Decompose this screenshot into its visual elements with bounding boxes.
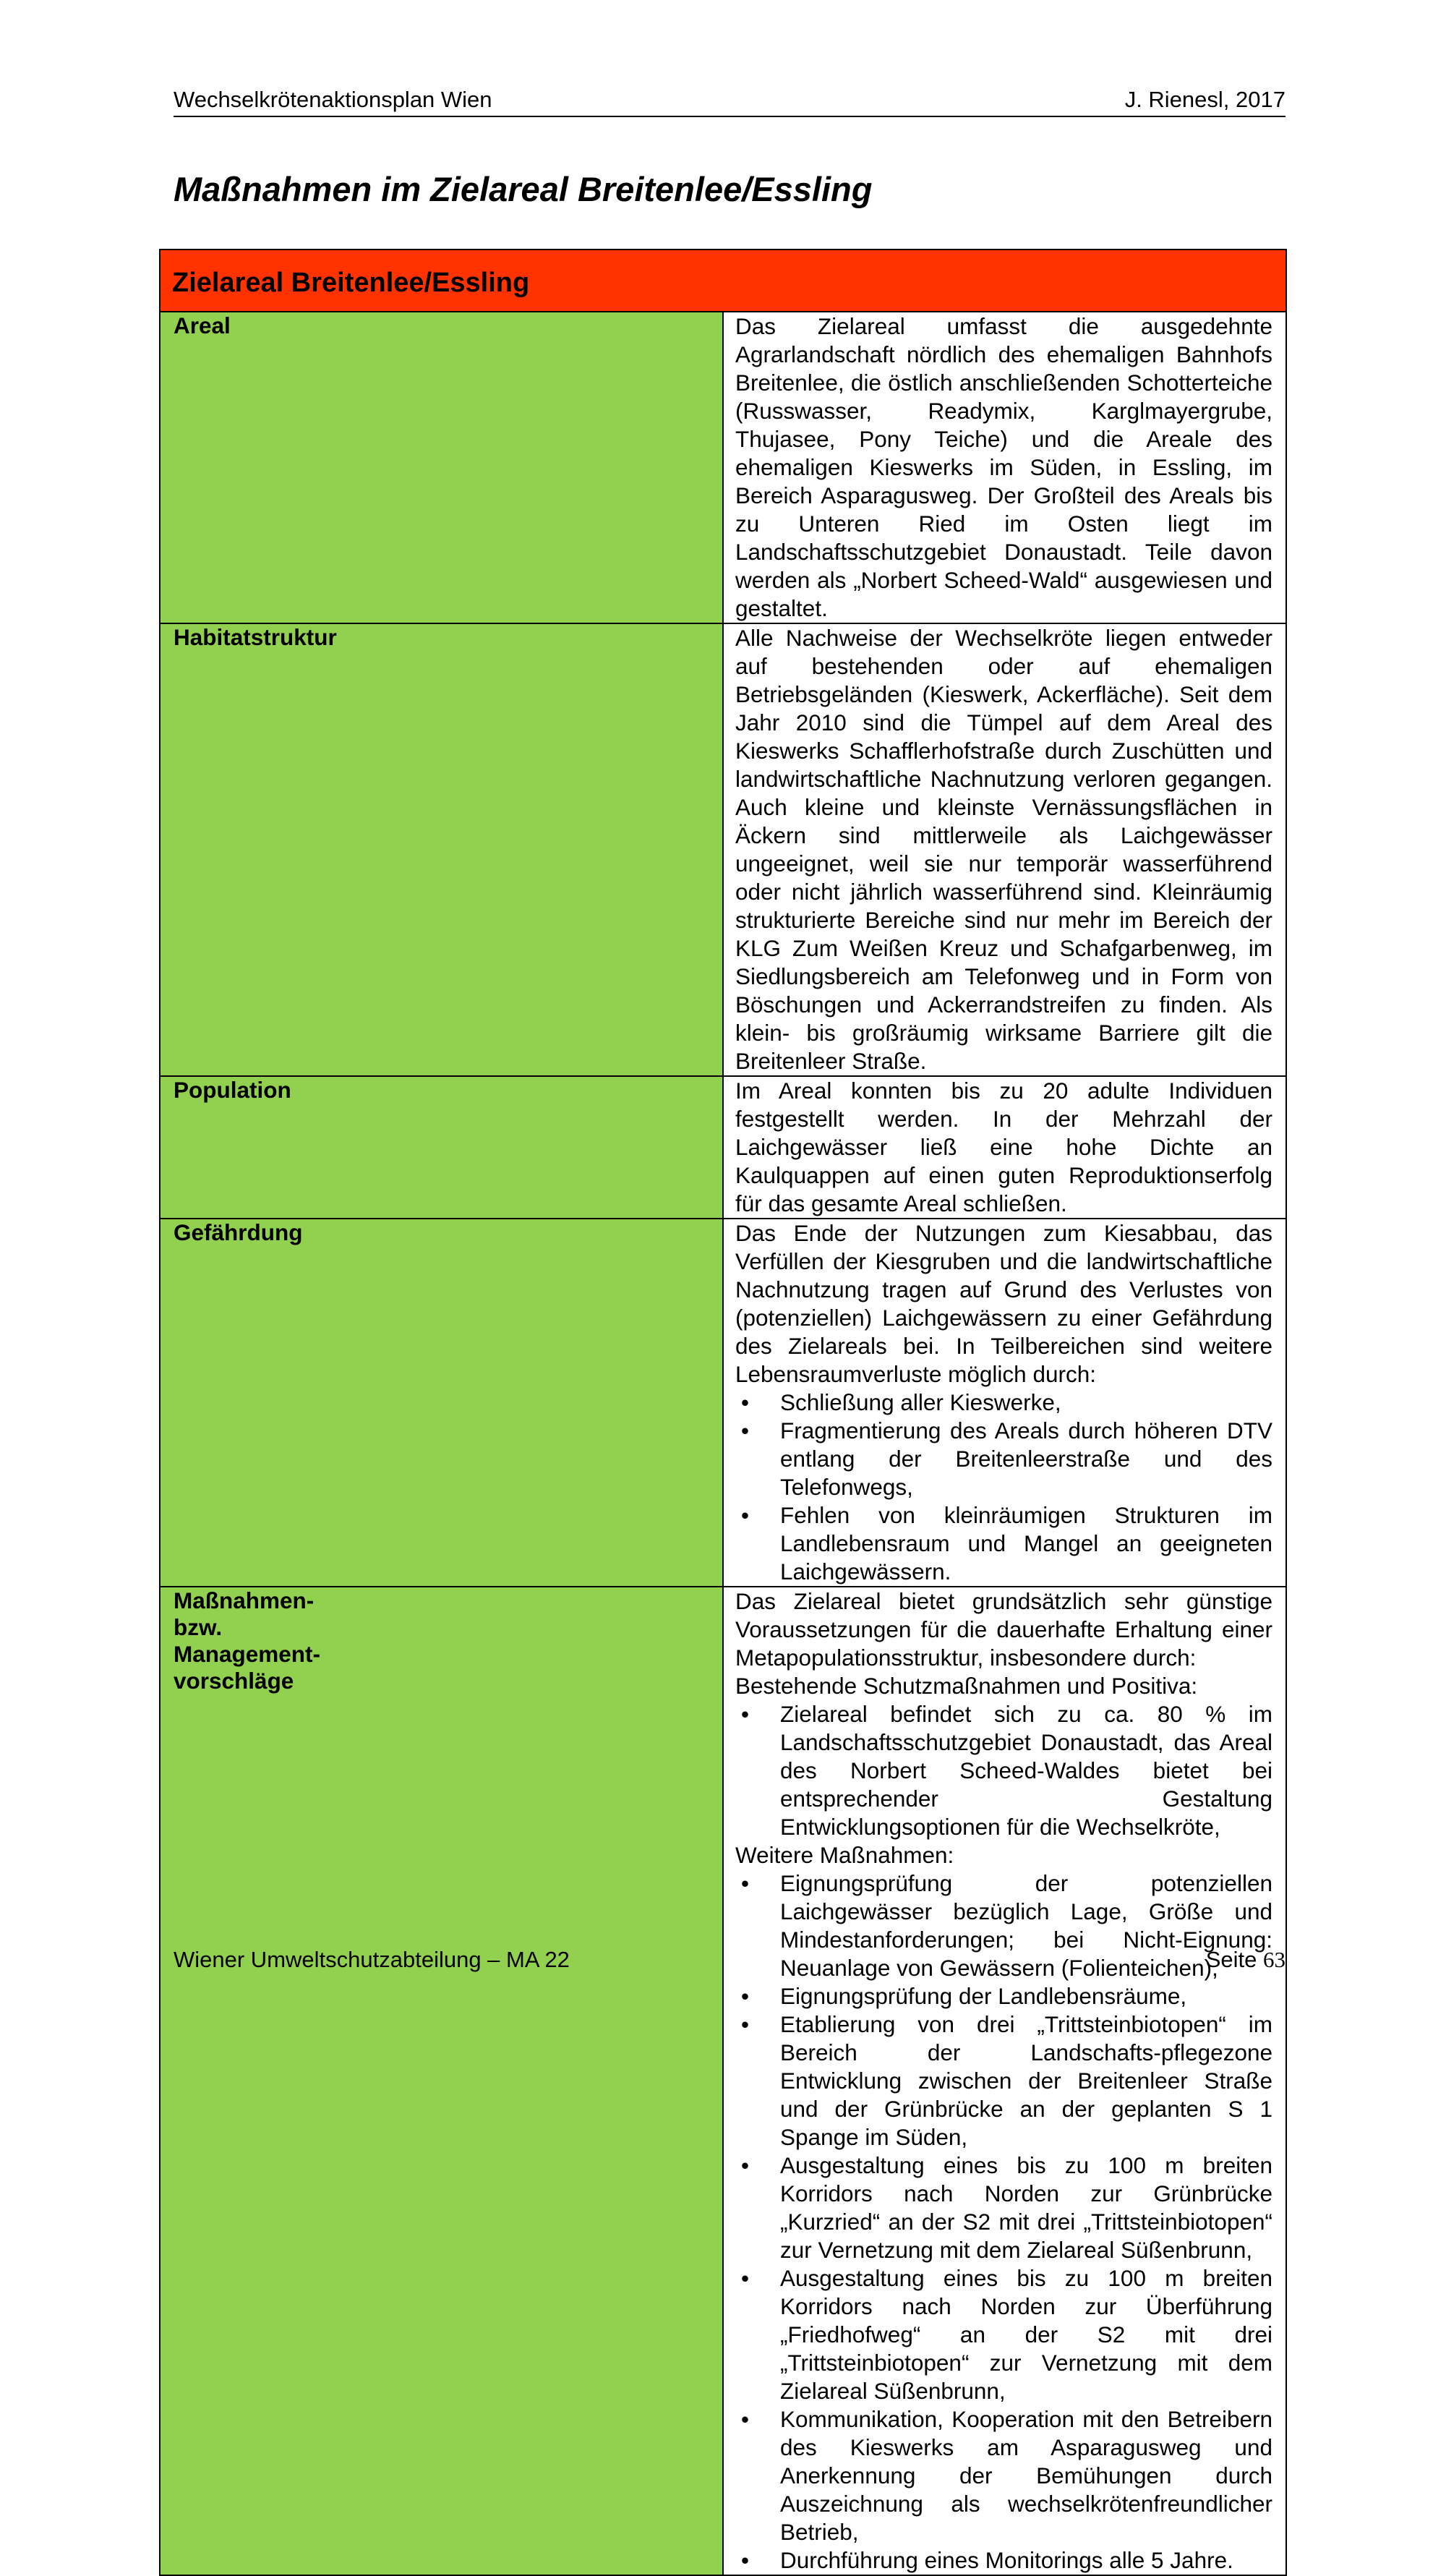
row-label-habitatstruktur: Habitatstruktur <box>160 623 723 1076</box>
table-row-gefaehrdung <box>160 1219 1286 1587</box>
list-item: • Kommunikation, Kooperation mit den Betreibern des Kieswerks am Asparagusweg und Anerkennung der Bemühungen durch Auszeichnung als wechselkrötenfreundlicher Betrieb, <box>735 2405 1272 2546</box>
areal-text: Das Zielareal umfasst die ausgedehnte Agrarlandschaft nördlich des ehemaligen Bahnhofs Breitenlee, die östlich anschließenden Schotterteiche (Russwasser, Readymix, Karglmayergrube, Thujasee, Pony Teiche) und die Areale des ehemaligen Kieswerks im Süden, in Essling, im Bereich Asparagusweg. Der Großteil des Areals bis zu Unteren Ried im Osten liegt im Landschaftsschutzgebiet Donaustadt. Teile davon werden als „Norbert Scheed-Wald“ ausgewiesen und gestaltet. <box>735 313 1272 621</box>
measures-table <box>159 249 1287 2576</box>
table-row-massnahmen <box>160 1587 1286 2575</box>
row-label-gefaehrdung: Gefährdung <box>160 1219 723 1587</box>
footer-organization: Wiener Umweltschutzabteilung – MA 22 <box>174 1947 570 1972</box>
label-line: Maßnahmen- <box>174 1587 315 1613</box>
row-label-population: Population <box>160 1076 723 1219</box>
gefaehrdung-list <box>735 1389 1272 1586</box>
weitere-massnahmen-list <box>735 1869 1272 2575</box>
massnahmen-subheading-positiva: Bestehende Schutzmaßnahmen und Positiva: <box>735 1673 1198 1699</box>
row-content-population <box>723 1076 1286 1219</box>
massnahmen-intro: Das Zielareal bietet grundsätzlich sehr günstige Voraussetzungen für die dauerhafte Erhaltung einer Metapopulationsstruktur, insbesondere durch: <box>735 1588 1272 1671</box>
table-row-areal <box>160 312 1286 623</box>
list-item: • Durchführung eines Monitorings alle 5 Jahre. <box>735 2546 1272 2575</box>
row-label-massnahmen <box>160 1587 723 2575</box>
table-banner: Zielareal Breitenlee/Essling <box>160 250 1286 312</box>
row-content-habitatstruktur <box>723 623 1286 1076</box>
list-item: • Etablierung von drei „Trittsteinbiotopen“ im Bereich der Landschafts-pflegezone Entwicklung zwischen der Breitenleer Straße und der Grünbrücke an der geplanten S 1 Spange im Süden, <box>735 2010 1272 2151</box>
gefaehrdung-intro: Das Ende der Nutzungen zum Kiesabbau, das Verfüllen der Kiesgruben und die landwirtschaftliche Nachnutzung tragen auf Grund des Verlustes von (potenziellen) Laichgewässern zu einer Gefährdung des Zielareals bei. In Teilbereichen sind weitere Lebensraumverluste möglich durch: <box>735 1220 1272 1387</box>
positiva-list <box>735 1700 1272 1841</box>
label-line: Management- <box>174 1641 321 1667</box>
footer-page-label: Seite <box>1205 1947 1257 1972</box>
list-item: • Fehlen von kleinräumigen Strukturen im Landlebensraum und Mangel an geeigneten Laichgewässern. <box>735 1501 1272 1586</box>
label-line: vorschläge <box>174 1668 294 1694</box>
page-header <box>174 85 1285 117</box>
list-item: • Schließung aller Kieswerke, <box>735 1389 1272 1417</box>
massnahmen-subheading-weitere: Weitere Maßnahmen: <box>735 1842 954 1868</box>
row-content-massnahmen <box>723 1587 1286 2575</box>
page-footer <box>174 1945 1285 1974</box>
header-document-title: Wechselkrötenaktionsplan Wien <box>174 87 492 112</box>
list-item: • Ausgestaltung eines bis zu 100 m breiten Korridors nach Norden zur Grünbrücke „Kurzried“ an der S2 mit drei „Trittsteinbiotopen“ zur Vernetzung mit dem Zielareal Süßenbrunn, <box>735 2151 1272 2264</box>
list-item: • Eignungsprüfung der Landlebensräume, <box>735 1982 1272 2010</box>
row-content-gefaehrdung <box>723 1219 1286 1587</box>
row-label-areal: Areal <box>160 312 723 623</box>
table-banner-row <box>160 250 1286 312</box>
list-item: • Fragmentierung des Areals durch höheren DTV entlang der Breitenleerstraße und des Telefonwegs, <box>735 1417 1272 1501</box>
list-item: • Ausgestaltung eines bis zu 100 m breiten Korridors nach Norden zur Überführung „Friedhofweg“ an der S2 mit drei „Trittsteinbiotopen“ zur Vernetzung mit dem Zielareal Süßenbrunn, <box>735 2264 1272 2405</box>
footer-page-number: 63 <box>1263 1947 1285 1972</box>
table-row-population <box>160 1076 1286 1219</box>
list-item: • Zielareal befindet sich zu ca. 80 % im Landschaftsschutzgebiet Donaustadt, das Areal des Norbert Scheed-Waldes bietet bei entsprechender Gestaltung Entwicklungsoptionen für die Wechselkröte, <box>735 1700 1272 1841</box>
footer-page <box>1206 1945 1285 1974</box>
row-content-areal <box>723 312 1286 623</box>
population-text: Im Areal konnten bis zu 20 adulte Individuen festgestellt werden. In der Mehrzahl der Laichgewässer ließ eine hohe Dichte an Kaulquappen auf einen guten Reproduktionserfolg für das gesamte Areal schließen. <box>735 1078 1272 1216</box>
page-title: Maßnahmen im Zielareal Breitenlee/Essling <box>174 170 873 208</box>
header-author-year: J. Rienesl, 2017 <box>1124 87 1285 112</box>
label-line: bzw. <box>174 1614 223 1640</box>
list-item: • Eignungsprüfung der potenziellen Laichgewässer bezüglich Lage, Größe und Mindestanforderungen; bei Nicht-Eignung: Neuanlage von Gewässern (Folienteichen), <box>735 1869 1272 1982</box>
habitatstruktur-text: Alle Nachweise der Wechselkröte liegen entweder auf bestehenden oder auf ehemaligen Betriebsgeländen (Kieswerk, Ackerfläche). Seit dem Jahr 2010 sind die Tümpel auf dem Areal des Kieswerks Schafflerhofstraße durch Zuschütten und landwirtschaftliche Nachnutzung verloren gegangen. Auch kleine und kleinste Vernässungsflächen in Äckern sind mittlerweile als Laichgewässer ungeeignet, weil sie nur temporär wasserführend oder nicht jährlich wasserführend sind. Kleinräumig strukturierte Bereiche sind nur mehr im Bereich der KLG Zum Weißen Kreuz und Schafgarbenweg, im Siedlungsbereich am Telefonweg und in Form von Böschungen und Ackerrandstreifen zu finden. Als klein- bis großräumig wirksame Barriere gilt die Breitenleer Straße. <box>735 625 1272 1074</box>
table-row-habitatstruktur <box>160 623 1286 1076</box>
